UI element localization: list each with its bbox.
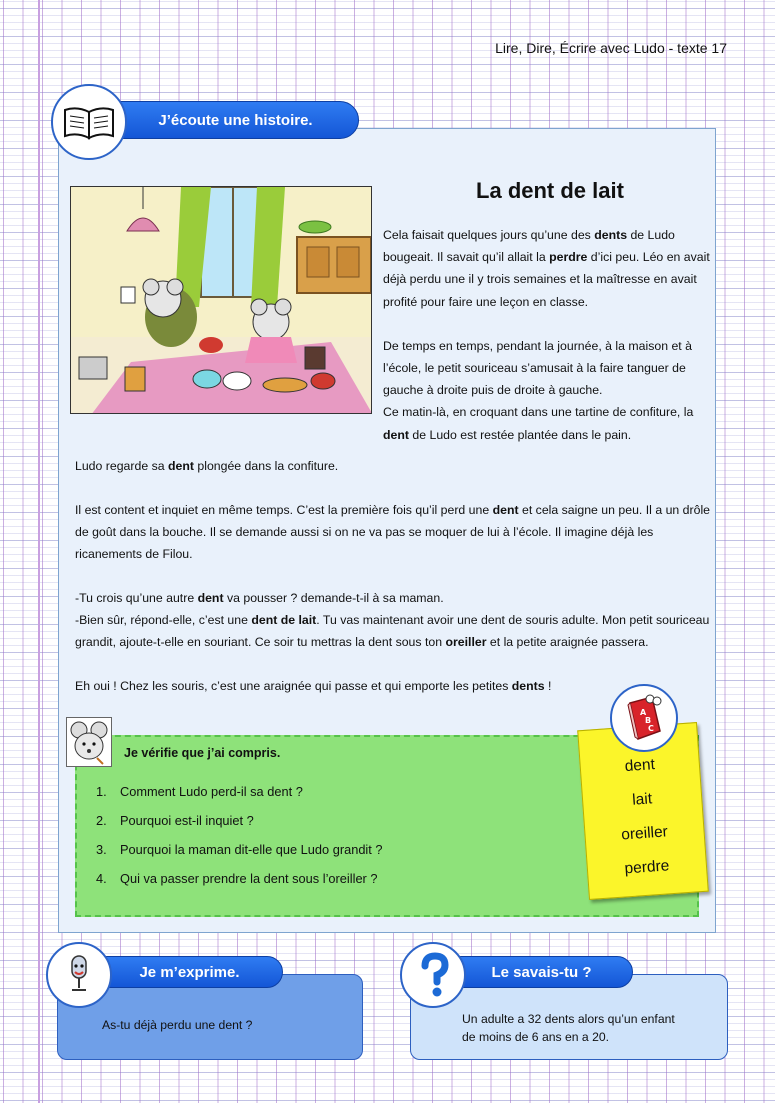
mouse-face-icon [66,717,112,767]
did-you-know-text [462,1010,675,1046]
vocab-word: dent [624,756,656,776]
dictionary-letter: C [648,724,654,733]
story-paragraph-1: Cela faisait quelques jours qu’une des dents de Ludo bougeait. Il savait qu’il allait la perdre d’ici peu. Léo en avait déjà perdu une il y trois semaines et la maîtresse en avait profité pour faire une leçon en classe. [383,228,710,309]
vocab-word: oreiller [620,823,669,844]
vocab-word: lait [631,790,653,809]
kitchen-illustration [70,186,372,414]
vocab-word: perdre [623,857,670,878]
notebook-margin-line [38,0,40,1103]
open-book-icon [51,84,127,160]
express-label: Je m’exprime. [96,956,283,988]
question-item: 1. Comment Ludo perd-il sa dent ? [96,784,303,799]
did-you-know-line: de moins de 6 ans en a 20. [462,1030,610,1044]
story-text-bottom [75,455,713,697]
express-question: As-tu déjà perdu une dent ? [102,1018,253,1032]
microphone-icon [46,942,112,1008]
question-list [96,784,383,900]
dictionary-letter: B [645,716,652,725]
did-you-know-label: Le savais-tu ? [450,956,633,988]
dictionary-book-icon [610,684,678,752]
question-item: 3. Pourquoi la maman dit-elle que Ludo grandit ? [96,842,383,857]
story-paragraph-7: -Bien sûr, répond-elle, c’est une dent de lait. Tu vas maintenant avoir une dent de souris adulte. Mon petit souriceau grandit, ajoute-t-elle en souriant. Ce soir tu mettras la dent sous ton oreiller et la petite araignée passera. [75,613,710,649]
story-paragraph-3: Ce matin-là, en croquant dans une tartine de confiture, la dent de Ludo est restée plantée dans le pain. [383,405,694,442]
comprehension-title: Je vérifie que j’ai compris. [124,746,281,760]
story-paragraph-8: Eh oui ! Chez les souris, c’est une araignée qui passe et qui emporte les petites dents ! [75,679,552,693]
question-item: 2. Pourquoi est-il inquiet ? [96,813,254,828]
question-mark-icon [400,942,466,1008]
page-header: Lire, Dire, Écrire avec Ludo - texte 17 [495,40,727,56]
question-item: 4. Qui va passer prendre la dent sous l’oreiller ? [96,871,378,886]
story-title: La dent de lait [476,178,624,203]
story-paragraph-6: -Tu crois qu’une autre dent va pousser ? demande-t-il à sa maman. [75,591,444,605]
story-text-top [383,224,713,446]
story-paragraph-2: De temps en temps, pendant la journée, à la maison et à l’école, le petit souriceau s’amusait à la faire tanguer de gauche à droite puis de droite à gauche. [383,338,692,398]
story-paragraph-5: Il est content et inquiet en même temps. C’est la première fois qu’il perd une dent et cela saigne un peu. Il a un drôle de goût dans la bouche. Il se demande aussi si on ne va pas se moquer de lui à l’école. Il imagine déjà les ricanements de Filou. [75,503,711,561]
listen-section-label: J’écoute une histoire. [112,101,359,139]
dictionary-letter: A [640,708,647,717]
story-paragraph-4: Ludo regarde sa dent plongée dans la confiture. [75,459,339,473]
did-you-know-line: Un adulte a 32 dents alors qu’un enfant [462,1012,675,1026]
